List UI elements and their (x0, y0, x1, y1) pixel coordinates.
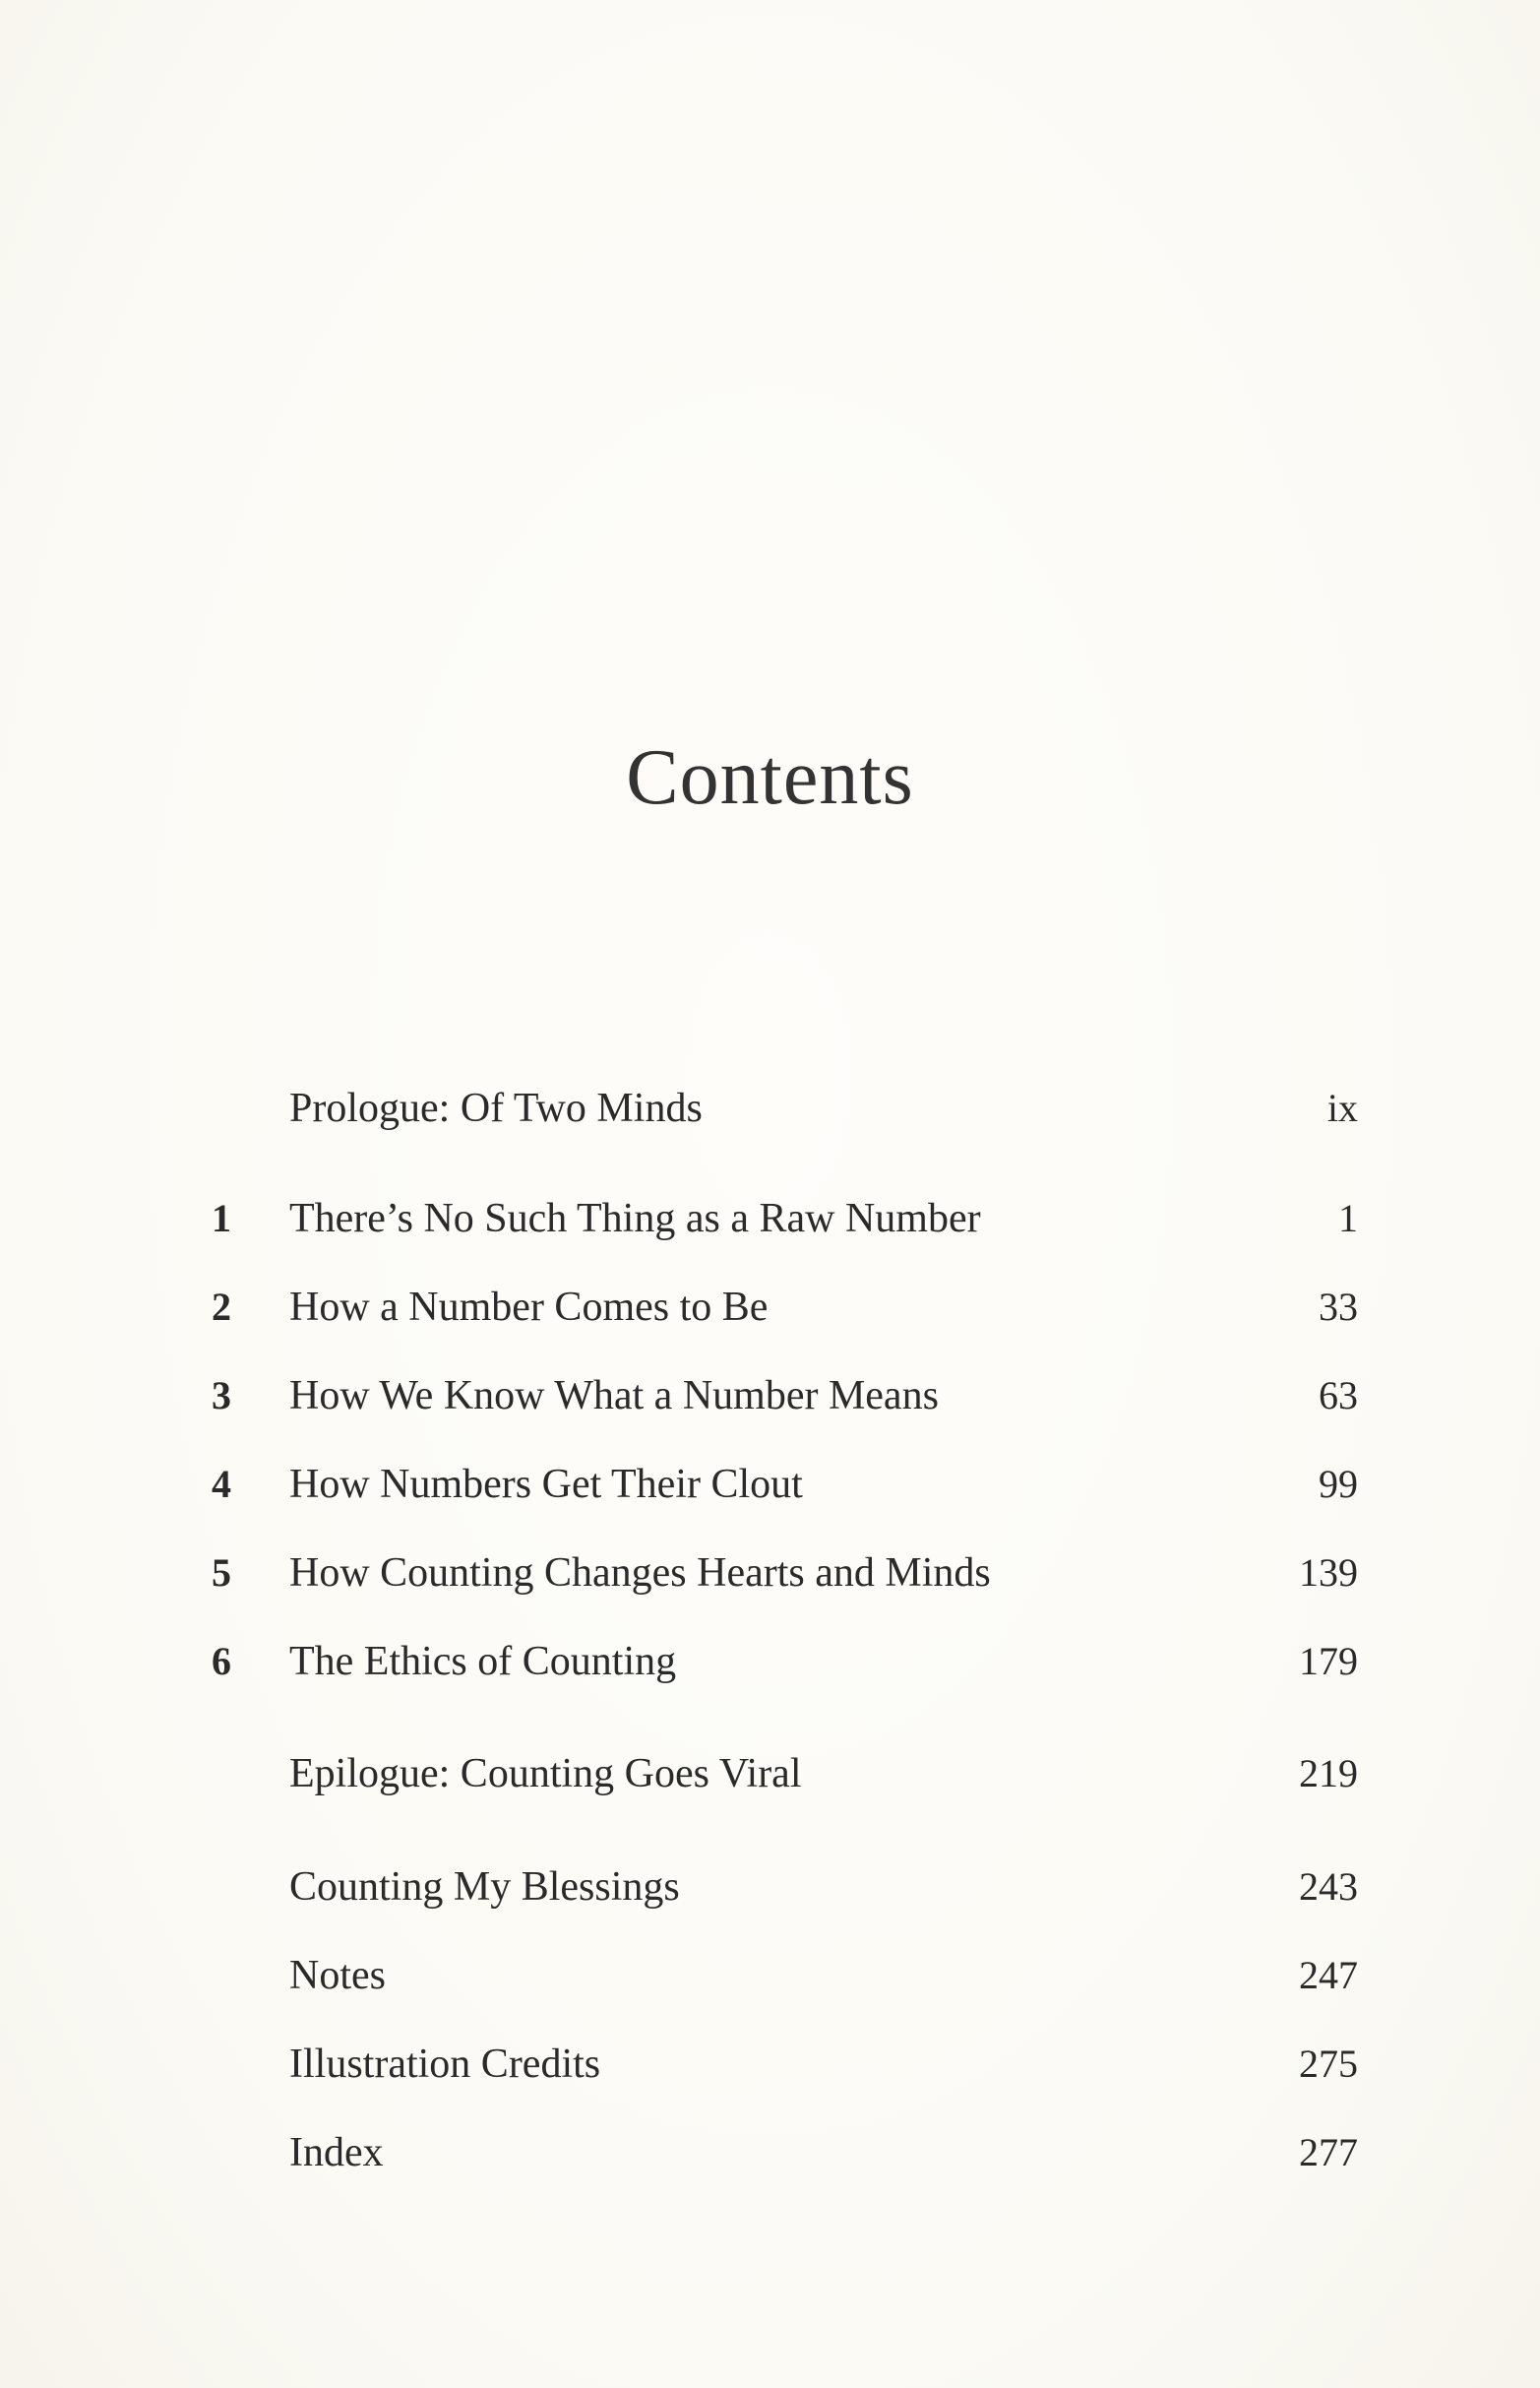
toc-entry-title: Counting My Blessings (289, 1864, 680, 1910)
toc-entry-epilogue (0, 1750, 1540, 1809)
toc-entry-title: How We Know What a Number Means (289, 1373, 939, 1418)
toc-entry-page: 247 (1299, 1953, 1358, 1997)
toc-entry-page: 63 (1319, 1373, 1358, 1417)
toc-entry-page: 275 (1299, 2042, 1358, 2086)
toc-entry-number: 2 (212, 1285, 231, 1329)
toc-entry-title: How Numbers Get Their Clout (289, 1462, 803, 1507)
toc-entry-page: ix (1326, 1086, 1358, 1130)
toc-entry-chapter-3 (0, 1372, 1540, 1431)
toc-entry-illustration-credits (0, 2041, 1540, 2100)
toc-entry-page: 99 (1319, 1462, 1358, 1506)
toc-entry-title: There’s No Such Thing as a Raw Number (289, 1196, 981, 1241)
toc-entry-number: 4 (212, 1462, 231, 1506)
toc-entry-number: 1 (212, 1196, 231, 1240)
toc-entry-acknowledgments (0, 1863, 1540, 1922)
toc-entry-chapter-6 (0, 1638, 1540, 1697)
toc-entry-title: How Counting Changes Hearts and Minds (289, 1550, 991, 1596)
toc-entry-number: 3 (212, 1373, 231, 1417)
toc-entry-page: 179 (1299, 1639, 1358, 1683)
toc-entry-title: The Ethics of Counting (289, 1639, 677, 1684)
toc-entry-page: 33 (1319, 1285, 1358, 1329)
toc-entry-title: Epilogue: Counting Goes Viral (289, 1751, 802, 1796)
toc-entry-title: Prologue: Of Two Minds (289, 1086, 703, 1131)
toc-entry-number: 6 (212, 1639, 231, 1683)
toc-entry-chapter-1 (0, 1195, 1540, 1254)
toc-entry-title: Notes (289, 1953, 386, 1998)
page-title: Contents (626, 734, 914, 821)
toc-entry-title: How a Number Comes to Be (289, 1285, 769, 1330)
toc-entry-chapter-2 (0, 1284, 1540, 1343)
toc-entry-page: 1 (1338, 1196, 1358, 1240)
toc-entry-notes (0, 1952, 1540, 2011)
toc-entry-page: 277 (1299, 2130, 1358, 2174)
toc-entry-prologue (0, 1085, 1540, 1144)
toc-entry-page: 139 (1299, 1550, 1358, 1595)
toc-entry-number: 5 (212, 1550, 231, 1595)
toc-entry-title: Illustration Credits (289, 2042, 601, 2087)
toc-entry-page: 219 (1299, 1751, 1358, 1795)
toc-entry-title: Index (289, 2130, 384, 2175)
toc-entry-page: 243 (1299, 1864, 1358, 1909)
toc-entry-index (0, 2129, 1540, 2188)
toc-entry-chapter-5 (0, 1549, 1540, 1608)
toc-entry-chapter-4 (0, 1461, 1540, 1520)
